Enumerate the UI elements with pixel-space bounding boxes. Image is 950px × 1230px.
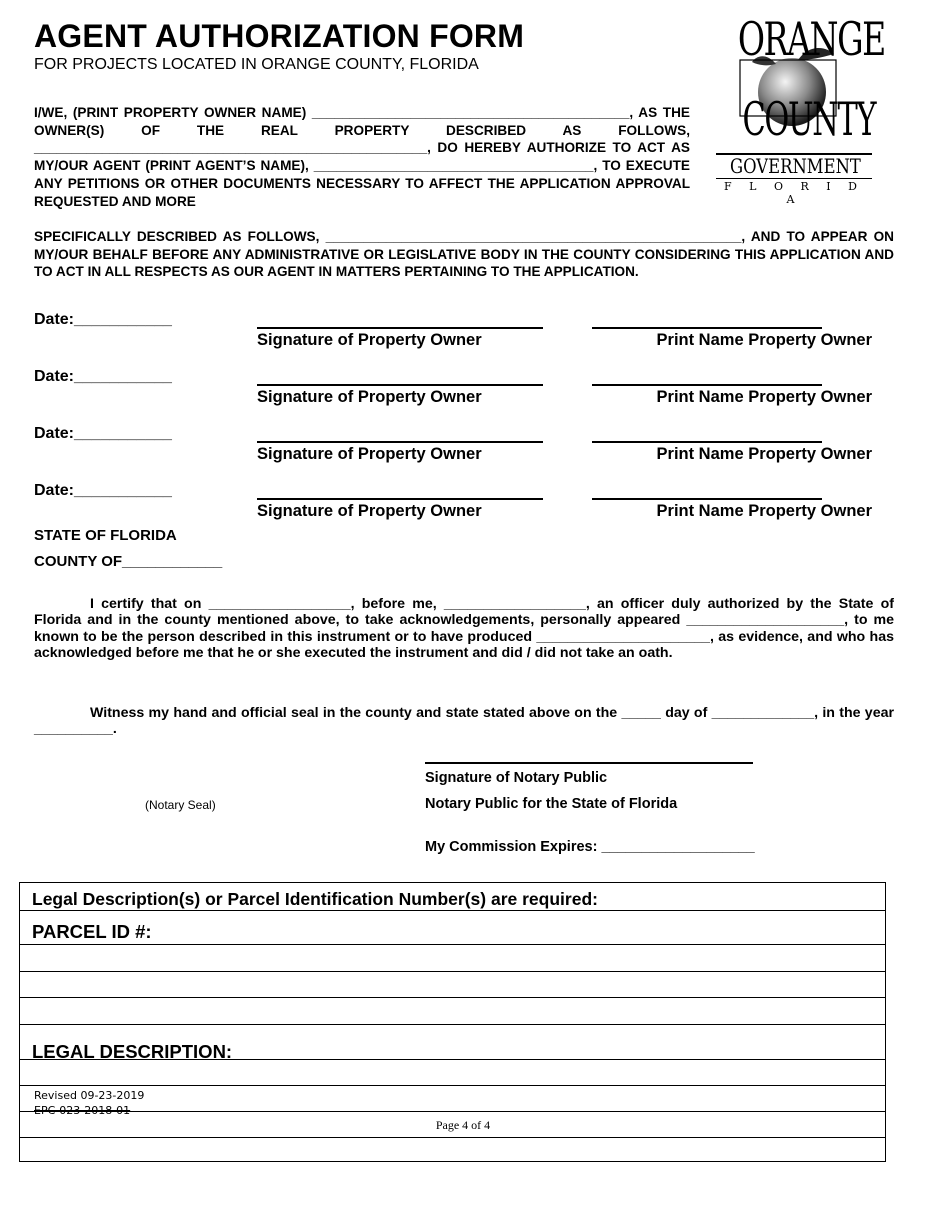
table-row[interactable] bbox=[20, 971, 885, 972]
state-label: STATE OF FLORIDA bbox=[34, 527, 177, 544]
commission-expires-field[interactable]: My Commission Expires: ___________________ bbox=[425, 839, 755, 855]
owner-signature-label: Signature of Property Owner bbox=[257, 502, 482, 520]
logo-word-county: COUNTY bbox=[742, 92, 876, 146]
logo-word-orange: ORANGE bbox=[737, 12, 885, 66]
owner-print-label: Print Name Property Owner bbox=[656, 331, 872, 349]
owner-signature-label: Signature of Property Owner bbox=[257, 331, 482, 349]
table-row[interactable] bbox=[20, 1111, 885, 1112]
signature-row bbox=[34, 482, 884, 522]
date-field[interactable]: Date:___________ bbox=[34, 368, 172, 385]
date-field[interactable]: Date:___________ bbox=[34, 425, 172, 442]
table-row[interactable] bbox=[20, 1137, 885, 1138]
witness-paragraph: Witness my hand and official seal in the county and state stated above on the _____ day of _____________, in the year __________. bbox=[34, 705, 894, 738]
table-heading: Legal Description(s) or Parcel Identification Number(s) are required: bbox=[32, 889, 598, 909]
owner-print-label: Print Name Property Owner bbox=[656, 502, 872, 520]
date-field[interactable]: Date:___________ bbox=[34, 311, 172, 328]
owner-print-line[interactable] bbox=[592, 327, 822, 329]
authorization-paragraph: I/WE, (PRINT PROPERTY OWNER NAME) __________________________________________, AS THE OWNER(S) OF THE REAL PROPERTY DESCRIBED AS FOLLOWS, ____________________________________________________, DO HEREBY AUTHORIZE TO ACT AS MY/OUR AGENT (PRINT AGENT’S NAME), _____________________________________, TO EXECUTE ANY PETITIONS OR OTHER DOCUMENTS NECESSARY TO AFFECT THE APPLICATION APPROVAL REQUESTED AND MORE bbox=[34, 105, 690, 209]
owner-print-label: Print Name Property Owner bbox=[656, 445, 872, 463]
page-number: Page 4 of 4 bbox=[435, 1118, 491, 1132]
table-row[interactable] bbox=[20, 1059, 885, 1060]
signature-row bbox=[34, 425, 884, 465]
owner-signature-line[interactable] bbox=[257, 384, 543, 386]
owner-signature-line[interactable] bbox=[257, 441, 543, 443]
owner-signature-label: Signature of Property Owner bbox=[257, 388, 482, 406]
orange-county-logo bbox=[716, 12, 885, 206]
logo-word-florida: F L O R I D A bbox=[724, 180, 864, 206]
parcel-id-label: PARCEL ID #: bbox=[32, 921, 152, 942]
certify-paragraph: I certify that on __________________, before me, __________________, an officer duly authorized by the State of Florida and in the county mentioned above, to take acknowledgements, personally appeared ____________________, to me known to be the person described in this instrument or to have produced ______________________, as evidence, and who has acknowledged before me that he or she executed the instrument and did / did not take an oath. bbox=[34, 596, 894, 661]
owner-signature-label: Signature of Property Owner bbox=[257, 445, 482, 463]
table-row[interactable] bbox=[20, 1085, 885, 1086]
notary-seal-label: (Notary Seal) bbox=[145, 798, 216, 812]
notary-signature-label: Signature of Notary Public bbox=[425, 770, 608, 786]
signature-row bbox=[34, 368, 884, 408]
form-title: AGENT AUTHORIZATION FORM bbox=[34, 18, 525, 54]
table-row[interactable] bbox=[20, 944, 885, 945]
table-row[interactable] bbox=[20, 1024, 885, 1025]
owner-print-line[interactable] bbox=[592, 384, 822, 386]
owner-signature-line[interactable] bbox=[257, 327, 543, 329]
notary-signature-line[interactable] bbox=[425, 762, 753, 764]
owner-print-line[interactable] bbox=[592, 441, 822, 443]
owner-signature-line[interactable] bbox=[257, 498, 543, 500]
authorization-continuation: SPECIFICALLY DESCRIBED AS FOLLOWS, _______________________________________________________, AND TO APPEAR ON MY/OUR BEHALF BEFORE ANY ADMINISTRATIVE OR LEGISLATIVE BODY IN THE COUNTY CONSIDERING THIS APPLICATION AND TO ACT IN ALL RESPECTS AS OUR AGENT IN MATTERS PERTAINING TO THE APPLICATION. bbox=[34, 229, 894, 279]
form-subtitle: FOR PROJECTS LOCATED IN ORANGE COUNTY, FLORIDA bbox=[34, 56, 479, 73]
notary-public-label: Notary Public for the State of Florida bbox=[425, 796, 678, 812]
signature-row bbox=[34, 311, 884, 351]
table-row[interactable] bbox=[20, 997, 885, 998]
revised-date: Revised 09-23-2019 bbox=[34, 1089, 145, 1102]
owner-print-line[interactable] bbox=[592, 498, 822, 500]
owner-print-label: Print Name Property Owner bbox=[656, 388, 872, 406]
form-code: EPC-023-2018-01 bbox=[34, 1104, 131, 1117]
legal-description-label: LEGAL DESCRIPTION: bbox=[32, 1041, 233, 1062]
date-field[interactable]: Date:___________ bbox=[34, 482, 172, 499]
county-field[interactable]: COUNTY OF____________ bbox=[34, 553, 223, 570]
logo-word-government: GOVERNMENT bbox=[730, 154, 861, 178]
